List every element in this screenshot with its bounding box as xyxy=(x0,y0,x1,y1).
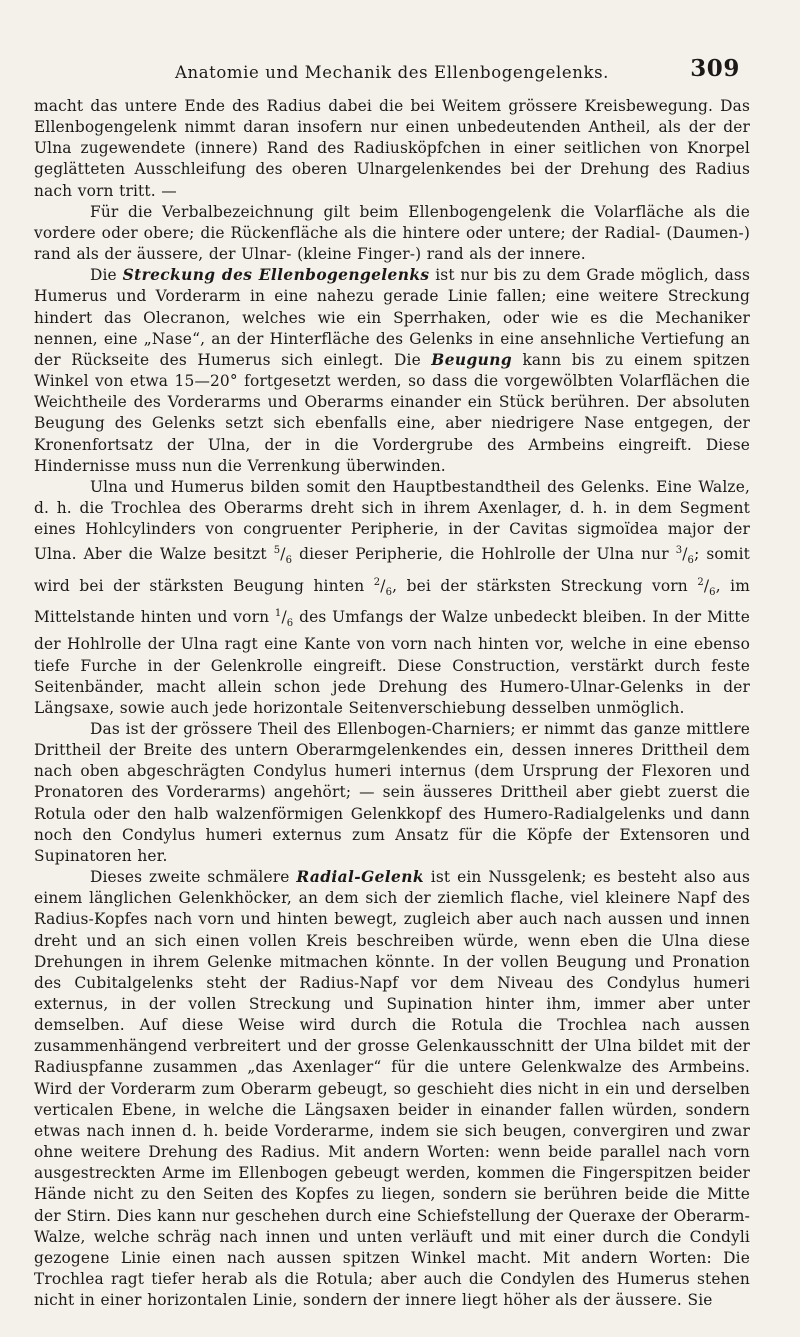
text-run: ist nur bis zu dem Grade möglich, dass Humerus und Vorderarm in eine nahezu gerade Linie fallen; eine weitere Streckung hindert das Olecranon, welches wie ein Sperrhaken, oder wie es die Mechaniker nennen, eine „Nase“, an der Hinterfläche des Gelenks in eine ansehnliche Vertiefung an der Rückseite des Humerus sich einlegt. Die xyxy=(34,266,750,369)
emphasized-term: Radial-Gelenk xyxy=(296,868,424,887)
text-run: Das ist der grössere Theil des Ellenbogen-Charniers; er nimmt das ganze mittlere Drittheil der Breite des untern Oberarmgelenkendes ein, dessen inneres Drittheil dem nach oben abgeschrägten Condylus humeri internus (dem Ursprung der Flexoren und Pronatoren des Vorderarms) angehört; — sein äusseres Drittheil aber giebt zuerst die Rotula oder den halb walzenförmigen Gelenkkopf des Humero-Radialgelenks und dann noch den Condylus humeri externus zum Ansatz für die Köpfe der Extensoren und Supinatoren her. xyxy=(34,719,750,865)
emphasized-term: Beugung xyxy=(431,350,512,369)
page-number: 309 xyxy=(690,55,740,82)
text-run: ; somit wird bei der stärksten Beugung hinten xyxy=(34,545,750,595)
text-run: Dieses zweite schmälere xyxy=(90,868,297,887)
text-run: , bei der stärksten Streckung vorn xyxy=(392,576,698,595)
text-run: Die xyxy=(90,266,123,285)
fraction: $^3/_6$ xyxy=(675,545,695,567)
text-run: macht das untere Ende des Radius dabei die bei Weitem grössere Kreisbewegung. Das Ellenbogengelenk nimmt daran insofern nur einen unbedeutenden Antheil, als der der Ulna zugewendete (innere) Rand des Radiusköpfchen in einer seitlichen von Knorpel geglätteten Ausschleifung des oberen Ulnargelenkendes bei der Drehung des Radius nach vorn tritt. — xyxy=(34,97,750,200)
paragraph xyxy=(34,265,750,477)
text-run: des Umfangs der Walze unbedeckt bleiben. In der Mitte der Hohlrolle der Ulna ragt eine Kante von vorn nach hinten vor, welche in eine ebenso tiefe Furche in der Gelenkrolle eingreift. Diese Construction, verstärkt durch feste Seitenbänder, macht allein schon jede Drehung des Humero-Ulnar-Gelenks in der Längsaxe, sowie auch jede horizontale Seitenverschiebung desselben unmöglich. xyxy=(34,608,750,717)
text-run: , im Mittelstande hinten und vorn xyxy=(34,576,750,627)
paragraph xyxy=(34,202,750,265)
fraction: $^1/_6$ xyxy=(274,608,294,630)
paragraph xyxy=(34,719,750,867)
text-run: Ulna und Humerus bilden somit den Hauptbestandtheil des Gelenks. Eine Walze, d. h. die Trochlea des Oberarms dreht sich in ihrem Axenlager, d. h. in dem Segment eines Hohlcylinders von congruenter Peripherie, in der Cavitas sigmoïdea major der Ulna. Aber die Walze besitzt xyxy=(34,477,750,564)
text-run: ist ein Nussgelenk; es besteht also aus einem länglichen Gelenkhöcker, an dem sich der ziemlich flache, viel kleinere Napf des Radius-Kopfes nach vorn und hinten bewegt, zugleich aber auch nach aussen und innen dreht und an sich einen vollen Kreis beschreiben würde, wenn eben die Ulna diese Drehungen in ihrem Gelenke mitmachen könnte. In der vollen Beugung und Pronation des Cubitalgelenks steht der Radius-Napf vor dem Niveau des Condylus humeri externus, in der vollen Streckung und Supination hinter ihm, immer aber unter demselben. Auf diese Weise wird durch die Rotula die Trochlea nach aussen zusammenhängend verbreitert und der grosse Gelenkausschnitt der Ulna bildet mit der Radiuspfanne zusammen „das Axenlager“ für die untere Gelenkwalze des Armbeins. Wird der Vorderarm zum Oberarm gebeugt, so geschieht dies nicht in ein und derselben verticalen Ebene, in welche die Längsaxen beider in einander fallen würden, sondern etwas nach innen d. h. beide Vorderarme, indem sie sich beugen, convergiren und zwar ohne weitere Drehung des Radius. Mit andern Worten: wenn beide parallel nach vorn ausgestreckten Arme im Ellenbogen gebeugt werden, kommen die Fingerspitzen beider Hände nicht zu den Seiten des Kopfes zu liegen, sondern sie berühren beide die Mitte der Stirn. Dies kann nur geschehen durch eine Schiefstellung der Queraxe der Oberarm-Walze, welche schräg nach innen und unten verläuft und mit einer durch die Condyli gezogene Linie einen nach aussen spitzen Winkel macht. Mit andern Worten: Die Trochlea ragt tiefer herab als die Rotula; aber auch die Condylen des Humerus stehen nicht in einer horizontalen Linie, sondern der innere liegt höher als der äussere. Sie xyxy=(34,868,750,1310)
emphasized-term: Streckung des Ellenbogengelenks xyxy=(122,266,430,285)
fraction: $^2/_6$ xyxy=(697,576,716,598)
running-head xyxy=(34,56,750,90)
fraction: $^2/_6$ xyxy=(373,576,393,598)
paragraph xyxy=(34,867,750,1311)
paragraph xyxy=(34,96,750,202)
text-run: Für die Verbalbezeichnung gilt beim Ellenbogengelenk die Volarfläche als die vordere oder obere; die Rückenfläche als die hintere oder untere; der Radial- (Daumen-) rand als der äussere, der Ulnar- (kleine Finger-) rand als der innere. xyxy=(34,202,750,264)
running-head-title: Anatomie und Mechanik des Ellenbogengelenks. xyxy=(174,63,610,82)
paragraph xyxy=(34,477,750,719)
fraction: $^5/_6$ xyxy=(273,545,293,567)
text-run: dieser Peripherie, die Hohlrolle der Ulna nur xyxy=(292,545,676,564)
body-text xyxy=(34,96,750,1311)
text-run: kann bis zu einem spitzen Winkel von etwa 15—20° fortgesetzt werden, so dass die vorgewölbten Volarflächen die Weichtheile des Vorderarms und Oberarms einander ein Stück berühren. Der absoluten Beugung des Gelenks setzt sich ebenfalls eine, aber niedrigere Nase entgegen, der Kronenfortsatz der Ulna, der in die Vordergrube des Armbeins eingreift. Diese Hindernisse muss nun die Verrenkung überwinden. xyxy=(34,350,750,475)
